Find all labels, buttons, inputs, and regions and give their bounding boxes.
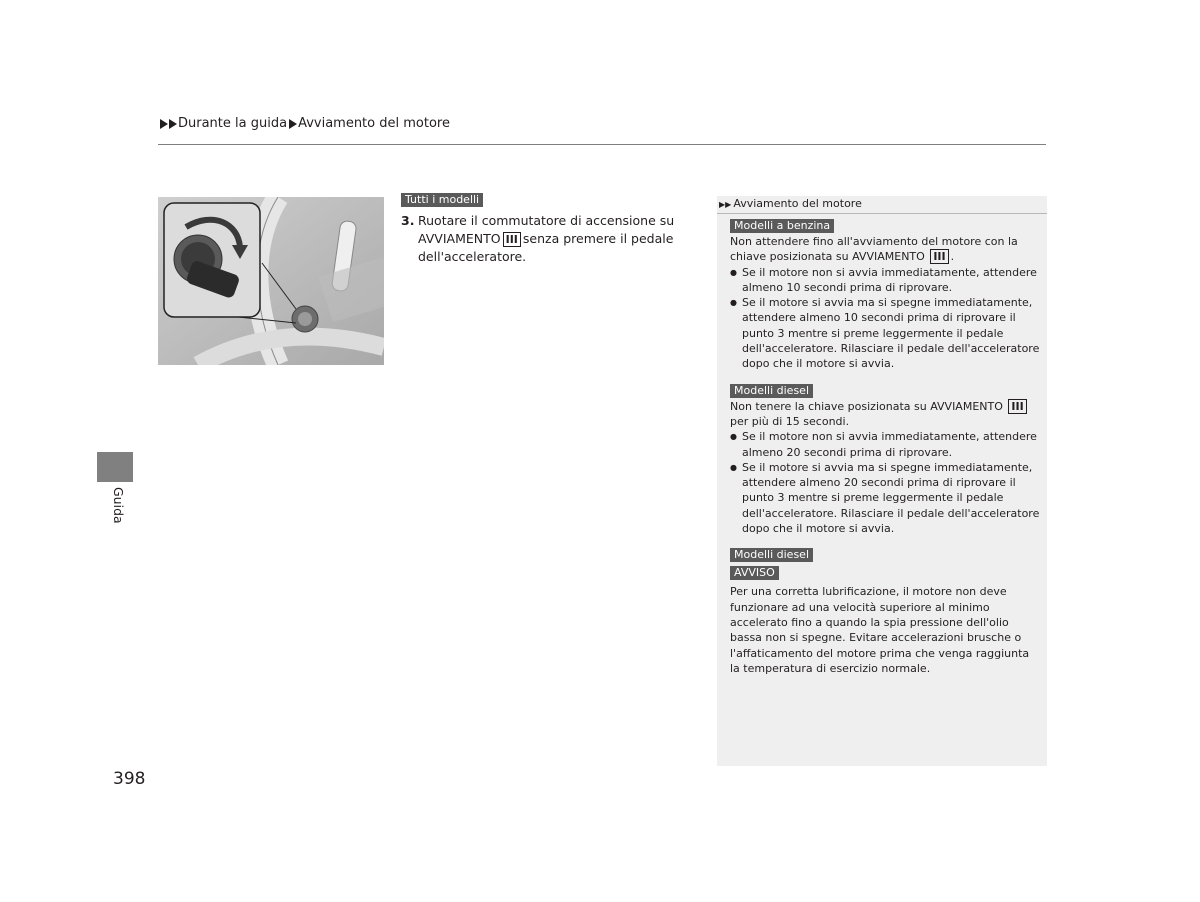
step-number: 3. [401,213,415,228]
diesel-intro-end: per più di 15 secondi. [730,414,850,428]
sidebar-title: Avviamento del motore [733,197,862,210]
sidebar-notes [717,196,1047,766]
page-number: 398 [113,769,146,789]
breadcrumb [160,116,450,131]
arrow-right-icon [289,119,297,129]
key-position-label: III [1008,399,1026,414]
sidebar-header [717,196,1047,214]
arrow-right-icon [169,119,177,129]
instruction-step [401,212,691,266]
diesel-intro-text: Non tenere la chiave posizionata su AVVIAMENTO [730,399,1003,413]
notice-label: AVVISO [730,566,779,580]
model-tag-petrol: Modelli a benzina [730,219,834,233]
diesel-intro [730,399,1040,430]
list-item: ● Se il motore si avvia ma si spegne immediatamente, attendere almeno 20 secondi prima di riprovare il punto 3 mentre si preme leggermente il pedale dell'acceleratore. Rilasciare il pedale dell'acceleratore dopo che il motore si avvia. [730,460,1040,536]
ignition-switch-illustration [158,197,384,365]
model-tag-diesel-notice: Modelli diesel [730,548,813,562]
model-tag-diesel: Modelli diesel [730,384,813,398]
notice-text: Per una corretta lubrificazione, il motore non deve funzionare ad una velocità superiore al minimo accelerato fino a quando la spia pressione dell'olio bassa non si spegne. Evitare accelerazioni brusche o l'affaticamento del motore prima che venga raggiunta la temperatura di esercizio normale. [730,585,1030,675]
key-position-label: III [930,249,948,264]
list-item: ● Se il motore non si avvia immediatamente, attendere almeno 20 secondi prima di riprovare. [730,429,1040,460]
reference-icon: ▶▶ [719,200,732,209]
petrol-intro [730,234,1040,265]
key-position-label: III [503,232,521,247]
breadcrumb-topic[interactable]: Avviamento del motore [298,116,450,131]
section-tab-label: Guida [111,487,126,524]
list-item: ● Se il motore non si avvia immediatamente, attendere almeno 10 secondi prima di riprovare. [730,265,1040,296]
petrol-intro-end: . [950,250,955,264]
breadcrumb-section[interactable]: Durante la guida [178,116,288,131]
petrol-intro-text: Non attendere fino all'avviamento del motore con la chiave posizionata su AVVIAMENTO [730,235,1018,264]
model-tag: Tutti i modelli [401,193,483,207]
step-text-continued: senza premere il pedale dell'acceleratore. [418,231,674,264]
step-text: Ruotare il commutatore di accensione su AVVIAMENTO [418,213,675,246]
arrow-right-icon [160,119,168,129]
header-divider [158,144,1046,145]
section-tab-marker [97,452,133,482]
list-item: ● Se il motore si avvia ma si spegne immediatamente, attendere almeno 10 secondi prima di riprovare il punto 3 mentre si preme leggermente il pedale dell'acceleratore. Rilasciare il pedale dell'acceleratore dopo che il motore si avvia. [730,295,1040,371]
